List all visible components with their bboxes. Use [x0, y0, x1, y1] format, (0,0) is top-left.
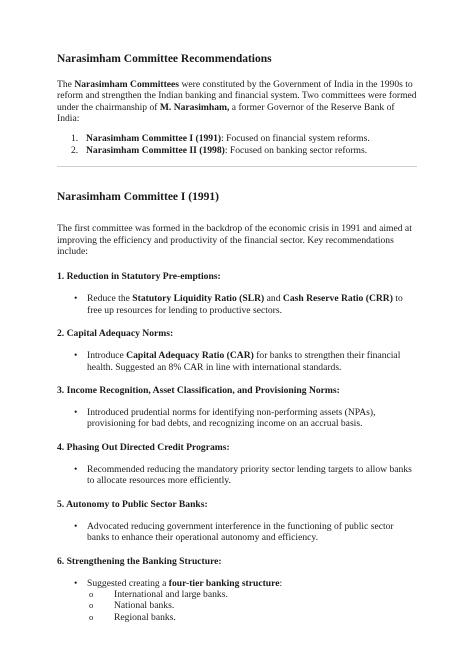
circle-bullet-icon: o	[89, 588, 94, 599]
bullet-text: :	[279, 577, 283, 589]
tier-item	[57, 612, 417, 623]
intro-bold-committees: Narasimham Committees	[74, 79, 180, 90]
committee-name: Narasimham Committee II (1998)	[86, 144, 225, 156]
rec-heading: 1. Reduction in Statutory Pre-emptions:	[57, 271, 221, 283]
bullet-icon: •	[74, 350, 78, 362]
rec-bullet-list	[57, 407, 417, 430]
bullet-text: Introduce	[87, 350, 127, 362]
rec-bullet-list	[57, 521, 417, 544]
rec-heading: 3. Income Recognition, Asset Classification, and Provisioning Norms:	[57, 385, 340, 397]
bullet-bold: Capital Adequacy Ratio (CAR)	[126, 350, 254, 362]
bullet-item	[57, 521, 417, 544]
bullet-text: Recommended reducing the mandatory priority sector lending targets to allow banks to allocate resources more efficiently.	[87, 463, 412, 487]
bullet-item	[57, 293, 417, 316]
bullet-text: Advocated reducing government interference in the functioning of public sector banks to enhance their operational autonomy and efficiency.	[87, 520, 394, 544]
tier-text: International and large banks.	[114, 588, 228, 600]
bullet-item	[57, 407, 417, 430]
bullet-icon: •	[74, 463, 78, 475]
rec-heading: 4. Phasing Out Directed Credit Programs:	[57, 441, 230, 453]
committee-list	[57, 133, 417, 158]
bullet-item	[57, 464, 417, 487]
bullet-bold: Cash Reserve Ratio (CRR)	[282, 293, 393, 305]
bullet-text: Reduce the	[87, 293, 133, 305]
rec-heading: 5. Autonomy to Public Sector Banks:	[57, 498, 208, 510]
bullet-text: Suggested creating a	[87, 577, 169, 589]
list-number: 1.	[71, 132, 79, 144]
tier-item	[57, 589, 417, 600]
horizontal-divider	[57, 166, 417, 167]
document-page	[57, 52, 417, 623]
tier-text: Regional banks.	[114, 611, 176, 623]
circle-bullet-icon: o	[89, 611, 94, 622]
intro-text: a former Governor of the Reserve Bank of India:	[57, 101, 395, 125]
bullet-item	[57, 578, 417, 589]
committee-name: Narasimham Committee I (1991)	[86, 132, 222, 144]
bullet-icon: •	[74, 407, 78, 419]
rec-bullet-list	[57, 350, 417, 373]
rec-heading: 2. Capital Adequacy Norms:	[57, 328, 174, 340]
bullet-text: for banks to strengthen their financial health. Suggested an 8% CAR in line with international standards.	[87, 350, 401, 373]
bullet-text: to free up resources for lending to productive sectors.	[87, 293, 403, 316]
section-intro: The first committee was formed in the backdrop of the economic crisis in 1991 and aimed at improving the efficiency and productivity of the financial sector. Key recommendations include:	[57, 223, 412, 258]
intro-text: The	[57, 79, 75, 90]
intro-text: were constituted by the Government of India in the 1990s to reform and strengthen the Indian banking and financial system. Two committees were formed under the chairmanship of	[57, 79, 417, 113]
list-number: 2.	[71, 144, 79, 156]
rec-heading: 6. Strengthening the Banking Structure:	[57, 555, 222, 567]
document-title: Narasimham Committee Recommendations	[57, 53, 272, 65]
tier-text: National banks.	[114, 600, 175, 612]
bullet-bold: Statutory Liquidity Ratio (SLR)	[132, 293, 265, 305]
bullet-icon: •	[74, 293, 78, 305]
bullet-bold: four-tier banking structure	[168, 577, 280, 589]
tier-item	[57, 600, 417, 611]
bullet-icon: •	[74, 520, 78, 532]
bullet-icon: •	[74, 577, 78, 589]
intro-bold-chairman: M. Narasimham,	[159, 101, 230, 113]
committee-item	[57, 133, 417, 145]
tier-sublist	[57, 589, 417, 623]
rec-bullet-list	[57, 464, 417, 487]
rec-bullet-list	[57, 578, 417, 589]
committee-item	[57, 145, 417, 157]
intro-paragraph	[57, 79, 417, 125]
section-heading: Narasimham Committee I (1991)	[57, 191, 219, 204]
bullet-text: Introduced prudential norms for identifying non-performing assets (NPAs), provisioning for bad debts, and recognizing income on an accrual basis.	[87, 407, 376, 430]
rec-bullet-list	[57, 293, 417, 316]
committee-desc: : Focused on banking sector reforms.	[224, 144, 368, 156]
bullet-item	[57, 350, 417, 373]
committee-desc: : Focused on financial system reforms.	[221, 132, 370, 144]
circle-bullet-icon: o	[89, 600, 94, 611]
bullet-text: and	[264, 293, 283, 305]
